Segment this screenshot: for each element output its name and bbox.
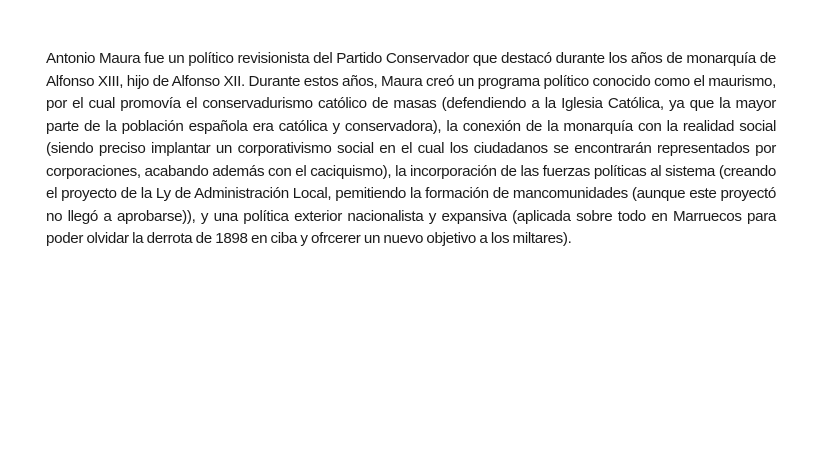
- body-paragraph: Antonio Maura fue un político revisionista del Partido Conservador que destacó durante los años de monarquía de Alfonso XIII, hijo de Alfonso XII. Durante estos años, Maura creó un programa político conocido como el maurismo, por el cual promovía el conservadurismo católico de masas (defendiendo a la Iglesia Católica, ya que la mayor parte de la población española era católica y conservadora), la conexión de la monarquía con la realidad social (siendo preciso implantar un corporativismo social en el cual los ciudadanos se encontrarán representados por corporaciones, acabando además con el caciquismo), la incorporación de las fuerzas políticas al sistema (creando el proyecto de la Ly de Administración Local, pemitiendo la formación de mancomunidades (aunque este proyectó no llegó a aprobarse)), y una política exterior nacionalista y expansiva (aplicada sobre todo en Marruecos para poder olvidar la derrota de 1898 en ciba y ofrcerer un nuevo objetivo a los miltares).: [46, 50, 776, 247]
